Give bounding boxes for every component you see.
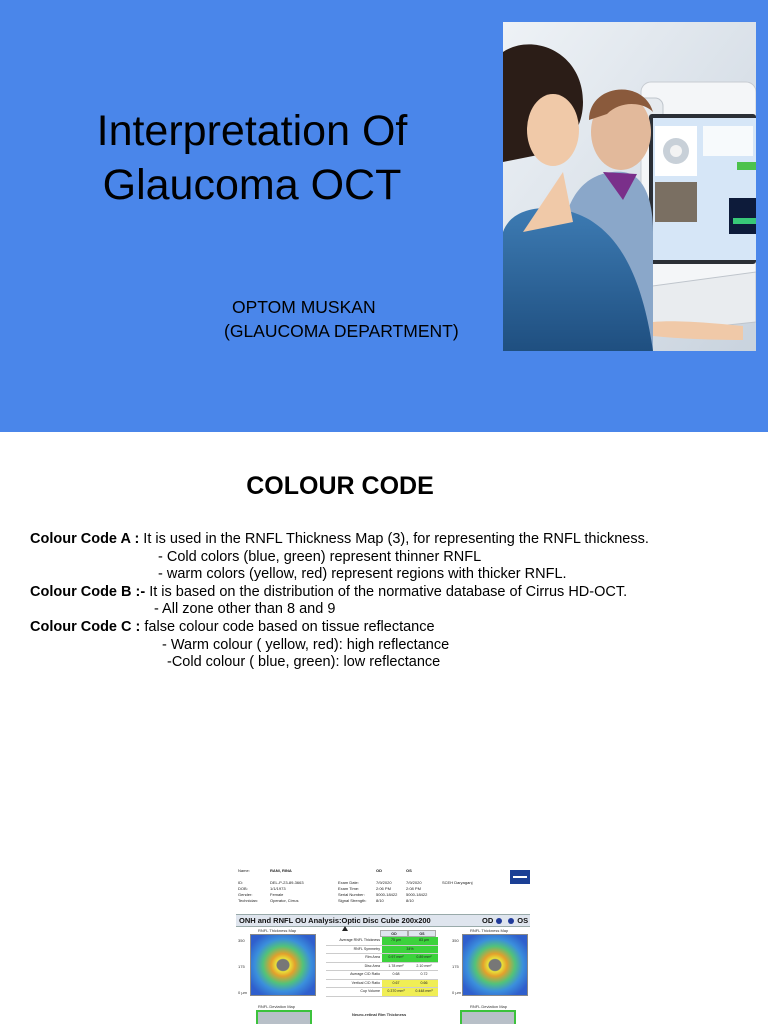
list-item-text: - All zone other than 8 and 9: [154, 601, 336, 618]
row-label: Average RNFL Thickness: [339, 938, 380, 942]
row-od: 75 µm: [382, 937, 410, 945]
colour-code-list: [30, 531, 750, 672]
technician-label: Technician:: [238, 898, 259, 903]
eye-selector: [482, 916, 528, 925]
row-os: 0.72: [420, 972, 428, 976]
table-row: [326, 937, 438, 946]
name-value: RANI, RINA: [270, 868, 292, 873]
row-label: RNFL Symmetry: [353, 946, 380, 951]
author-name: OPTOM MUSKAN: [232, 297, 376, 317]
title-line-2: Glaucoma OCT: [102, 161, 402, 209]
row-os: 83 µm: [410, 937, 438, 945]
list-item-label: Colour Code A :: [30, 531, 140, 547]
zeiss-logo: [510, 870, 530, 884]
list-item-text: false colour code based on tissue reflectance: [140, 618, 435, 635]
row-os: 0.66: [410, 980, 438, 988]
id-label: ID:: [238, 880, 244, 885]
table-row: [326, 963, 438, 972]
row-od: 0.68: [392, 972, 400, 976]
row-os: 0.89 mm²: [410, 954, 438, 962]
row-label: Cup Volume: [360, 989, 380, 993]
serial-os: 5000-18422: [406, 892, 428, 897]
report-title: ONH and RNFL OU Analysis:Optic Disc Cube 200x200: [239, 916, 431, 925]
signal-os: 8/10: [406, 898, 414, 903]
list-item: [30, 531, 750, 549]
list-item-text: - Cold colors (blue, green) represent thinner RNFL: [158, 548, 482, 565]
list-item-label: Colour Code B :-: [30, 583, 146, 600]
list-item: [30, 637, 750, 655]
table-row: [326, 988, 438, 997]
list-item-text: It is based on the distribution of the normative database of Cirrus HD-OCT.: [145, 583, 628, 600]
row-od: 0.97 mm²: [382, 954, 410, 962]
exam-time-od: 2:06 PM: [376, 886, 391, 891]
rnfl-table: [326, 930, 438, 997]
author-department: (GLAUCOMA DEPARTMENT): [224, 321, 459, 341]
serial-label: Serial Number:: [338, 892, 365, 897]
table-row: [326, 971, 438, 980]
exam-date-od: 7/9/2020: [376, 880, 392, 885]
od-deviation-map-label: RNFL Deviation Map: [258, 1004, 295, 1009]
od-thickness-map-label: RNFL Thickness Map: [258, 928, 297, 933]
row-od: 1.78 mm²: [388, 963, 404, 968]
row-label: Rim Area: [365, 955, 380, 959]
row-od: 0.370 mm³: [382, 988, 410, 996]
table-header-os: OS: [408, 930, 436, 937]
od-deviation-map: [256, 1010, 312, 1024]
row-os: 0.448 mm³: [410, 988, 438, 996]
os-deviation-map: [460, 1010, 516, 1024]
od-scale-0: 0 µm: [238, 990, 247, 995]
os-scale-350: 350: [452, 938, 459, 943]
row-os: 2.10 mm²: [416, 963, 432, 968]
od-scale-175: 175: [238, 964, 245, 969]
gender-label: Gender:: [238, 892, 253, 897]
os-deviation-map-label: RNFL Deviation Map: [470, 1004, 507, 1009]
list-item: [30, 619, 750, 637]
os-eye-icon: [508, 918, 514, 924]
exam-date-os: 7/9/2020: [406, 880, 422, 885]
table-row: [326, 954, 438, 963]
od-eye-icon: [496, 918, 502, 924]
exam-time-label: Exam Time:: [338, 886, 360, 891]
row-label: Disc Area: [364, 963, 380, 968]
row-label: Average C/D Ratio: [350, 972, 380, 976]
table-header-od: OD: [380, 930, 408, 937]
signal-od: 8/10: [376, 898, 384, 903]
list-item: [30, 566, 750, 584]
oct-report-image: [234, 864, 532, 1024]
signal-label: Signal Strength:: [338, 898, 367, 903]
os-scale-0: 0 µm: [452, 990, 461, 995]
slide-title: [62, 104, 442, 212]
header-os: OS: [406, 868, 412, 873]
neuro-rim-label: Neuro-retinal Rim Thickness: [352, 1012, 407, 1017]
id-value: DEL-P-23-89-3663: [270, 880, 304, 885]
oct-exam-photo: [503, 22, 756, 351]
od-thickness-map: [250, 934, 316, 996]
bar-od-label: OD: [482, 916, 494, 925]
list-item-text: - Warm colour ( yellow, red): high reflectance: [162, 636, 450, 653]
exam-time-os: 2:08 PM: [406, 886, 421, 891]
table-row: [326, 980, 438, 989]
list-item-label: Colour Code C :: [30, 618, 141, 635]
slide-heading: COLOUR CODE: [246, 472, 434, 500]
bar-os-label: OS: [517, 916, 529, 925]
title-slide: [0, 0, 768, 432]
title-line-1: Interpretation Of: [96, 107, 408, 155]
serial-od: 5000-18422: [376, 892, 398, 897]
os-thickness-map-label: RNFL Thickness Map: [470, 928, 509, 933]
row-od: 34%: [382, 946, 438, 954]
list-item-text: - warm colors (yellow, red) represent regions with thicker RNFL.: [158, 566, 567, 583]
row-label: Vertical C/D Ratio: [351, 980, 380, 985]
exam-date-label: Exam Date:: [338, 880, 359, 885]
dob-value: 1/1/1973: [270, 886, 286, 891]
row-od: 0.67: [382, 980, 410, 988]
table-header: [326, 930, 438, 937]
list-item: [30, 549, 750, 567]
gender-value: Female: [270, 892, 284, 897]
list-item-text: -Cold colour ( blue, green): low reflectance: [167, 654, 441, 671]
header-od: OD: [376, 868, 382, 873]
clinic-name: SCEH Daryaganj: [442, 880, 473, 885]
os-scale-175: 175: [452, 964, 459, 969]
table-row: [326, 946, 438, 955]
report-title-bar: [236, 914, 530, 927]
dob-label: DOB:: [238, 886, 248, 891]
technician-value: Operator, Cirrus: [270, 898, 299, 903]
list-item: [30, 584, 750, 602]
colour-code-slide: [0, 432, 768, 1024]
list-item-text: It is used in the RNFL Thickness Map (3), for representing the RNFL thickness.: [139, 531, 649, 547]
name-label: Name:: [238, 868, 250, 873]
list-item: [30, 654, 750, 672]
od-scale-350: 350: [238, 938, 245, 943]
list-item: [30, 601, 750, 619]
os-thickness-map: [462, 934, 528, 996]
